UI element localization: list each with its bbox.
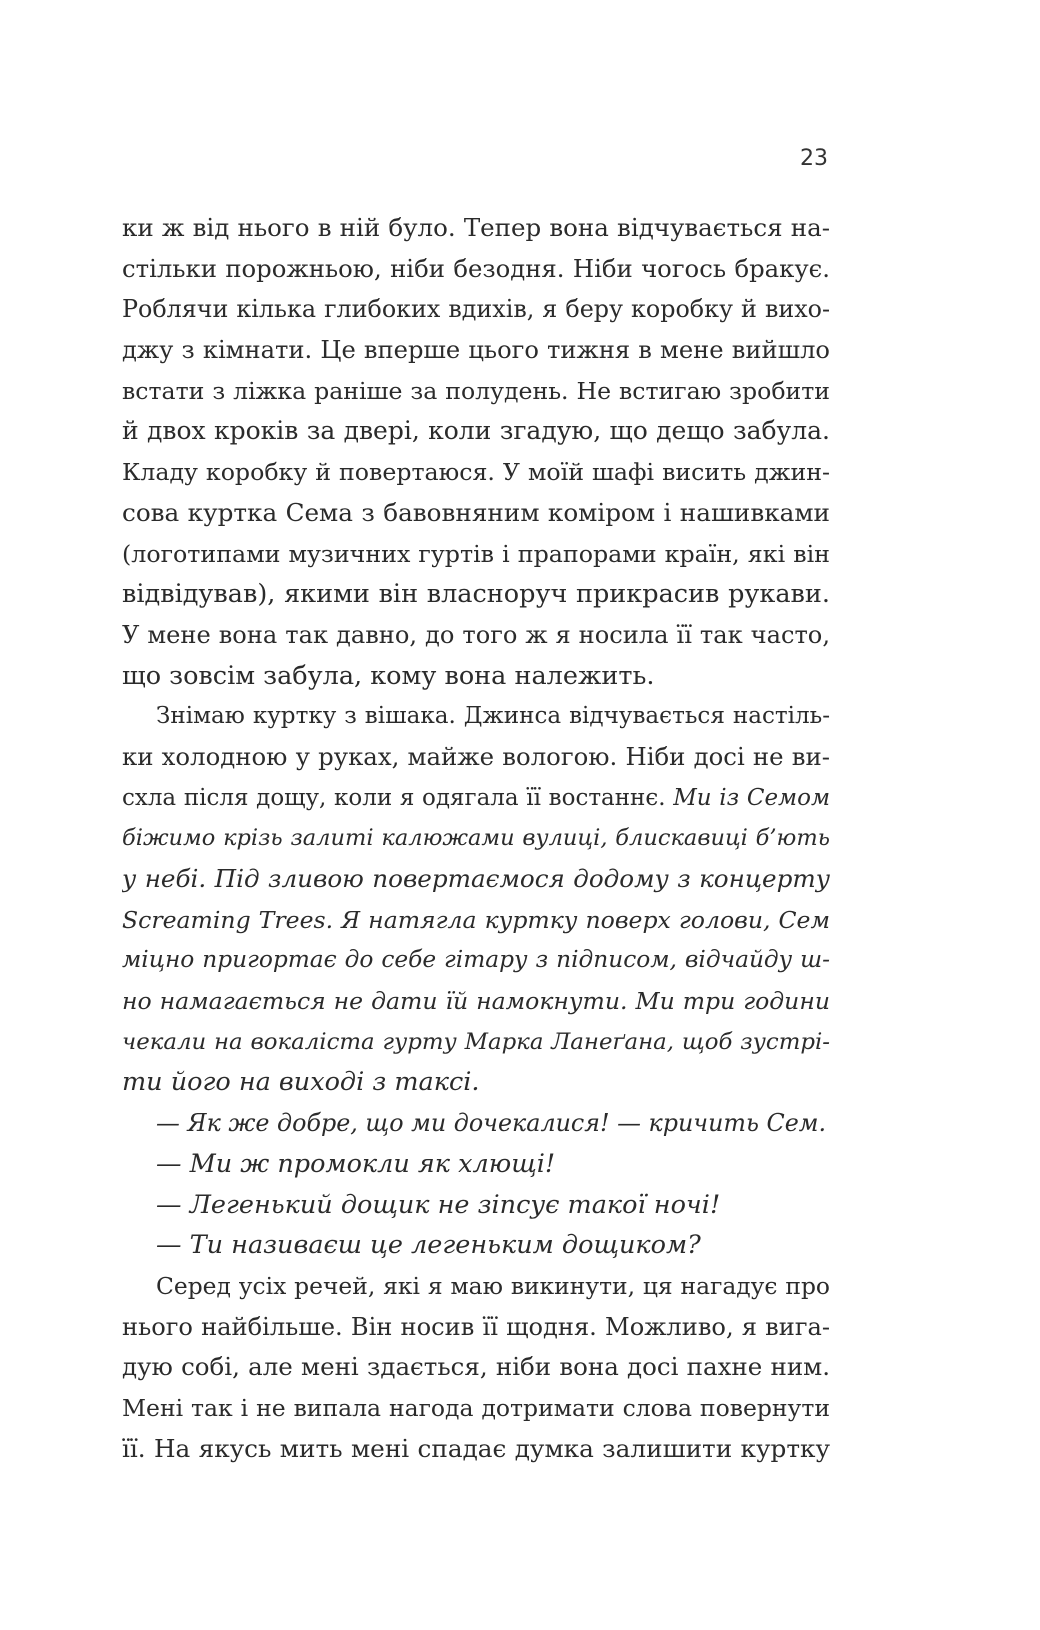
page-number: 23 <box>800 146 828 171</box>
text-line-italic: Screaming Trees. Я натягла куртку поверх голови, Сем <box>122 905 830 934</box>
text-line: й двох кроків за двері, коли згадую, що дещо забула. <box>122 416 830 446</box>
body-text <box>122 208 830 1469</box>
dialogue-line: — Ми ж промокли як хлющі! <box>156 1148 556 1179</box>
dialogue-line: — Легенький дощик не зіпсує такої ночі! <box>156 1189 721 1220</box>
text-line-italic: но намагається не дати їй намокнути. Ми три години <box>122 987 830 1016</box>
text-line-italic: ти його на виході з таксі. <box>122 1067 480 1098</box>
text-line-italic: біжимо крізь залиті калюжами вулиці, блискавиці б’ють <box>122 825 830 852</box>
text-line-italic: чекали на вокаліста гурту Марка Ланеґана, щоб зустрі- <box>122 1028 830 1055</box>
text-line: її. На якусь мить мені спадає думка залишити куртку <box>122 1433 830 1463</box>
text-line-italic: у небі. Під зливою повертаємося додому з концерту <box>122 864 830 893</box>
text-line: стільки порожньою, ніби безодня. Ніби чогось бракує. <box>122 253 830 283</box>
text-line: Кладу коробку й повертаюся. У моїй шафі висить джин- <box>122 458 830 487</box>
text-line: У мене вона так давно, до того ж я носила її так часто, <box>122 620 830 649</box>
text-line: Роблячи кілька глибоких вдихів, я беру коробку й вихо- <box>122 295 830 324</box>
text-line: що зовсім забула, кому вона належить. <box>122 660 655 691</box>
text-line: сова куртка Сема з бавовняним коміром і нашивками <box>122 497 830 527</box>
text-line-mixed <box>122 778 830 819</box>
text-line: встати з ліжка раніше за полудень. Не встигаю зробити <box>122 376 830 405</box>
text-line: джу з кімнати. Це вперше цього тижня в мене вийшло <box>122 336 830 365</box>
dialogue-line: — Ти називаєш це легеньким дощиком? <box>156 1230 701 1261</box>
text-line: Мені так і не випала нагода дотримати слова повернути <box>122 1393 830 1422</box>
text-line: (логотипами музичних гуртів і прапорами країн, які він <box>122 539 830 568</box>
text-segment-roman: схла після дощу, коли я одягала її востаннє. <box>122 784 674 811</box>
text-line-italic: міцно пригортає до себе гітару з підписом, відчайду ш- <box>122 946 830 974</box>
text-segment-italic: Ми із Семом <box>673 784 830 811</box>
text-line: дую собі, але мені здається, ніби вона досі пахне ним. <box>122 1352 830 1382</box>
text-line: ки холодною у руках, майже вологою. Ніби досі не ви- <box>122 741 830 771</box>
text-line: Знімаю куртку з вішака. Джинса відчувається настіль- <box>156 703 830 730</box>
text-line: відвідував), якими він власноруч прикрасив рукави. <box>122 579 830 610</box>
text-line: Серед усіх речей, які я маю викинути, ця нагадує про <box>156 1271 830 1300</box>
dialogue-line: — Як же добре, що ми дочекалися! — кричить Сем. <box>156 1109 827 1138</box>
text-line: нього найбільше. Він носив її щодня. Можливо, я вига- <box>122 1312 830 1341</box>
text-line: ки ж від нього в ній було. Тепер вона відчувається на- <box>122 213 830 242</box>
